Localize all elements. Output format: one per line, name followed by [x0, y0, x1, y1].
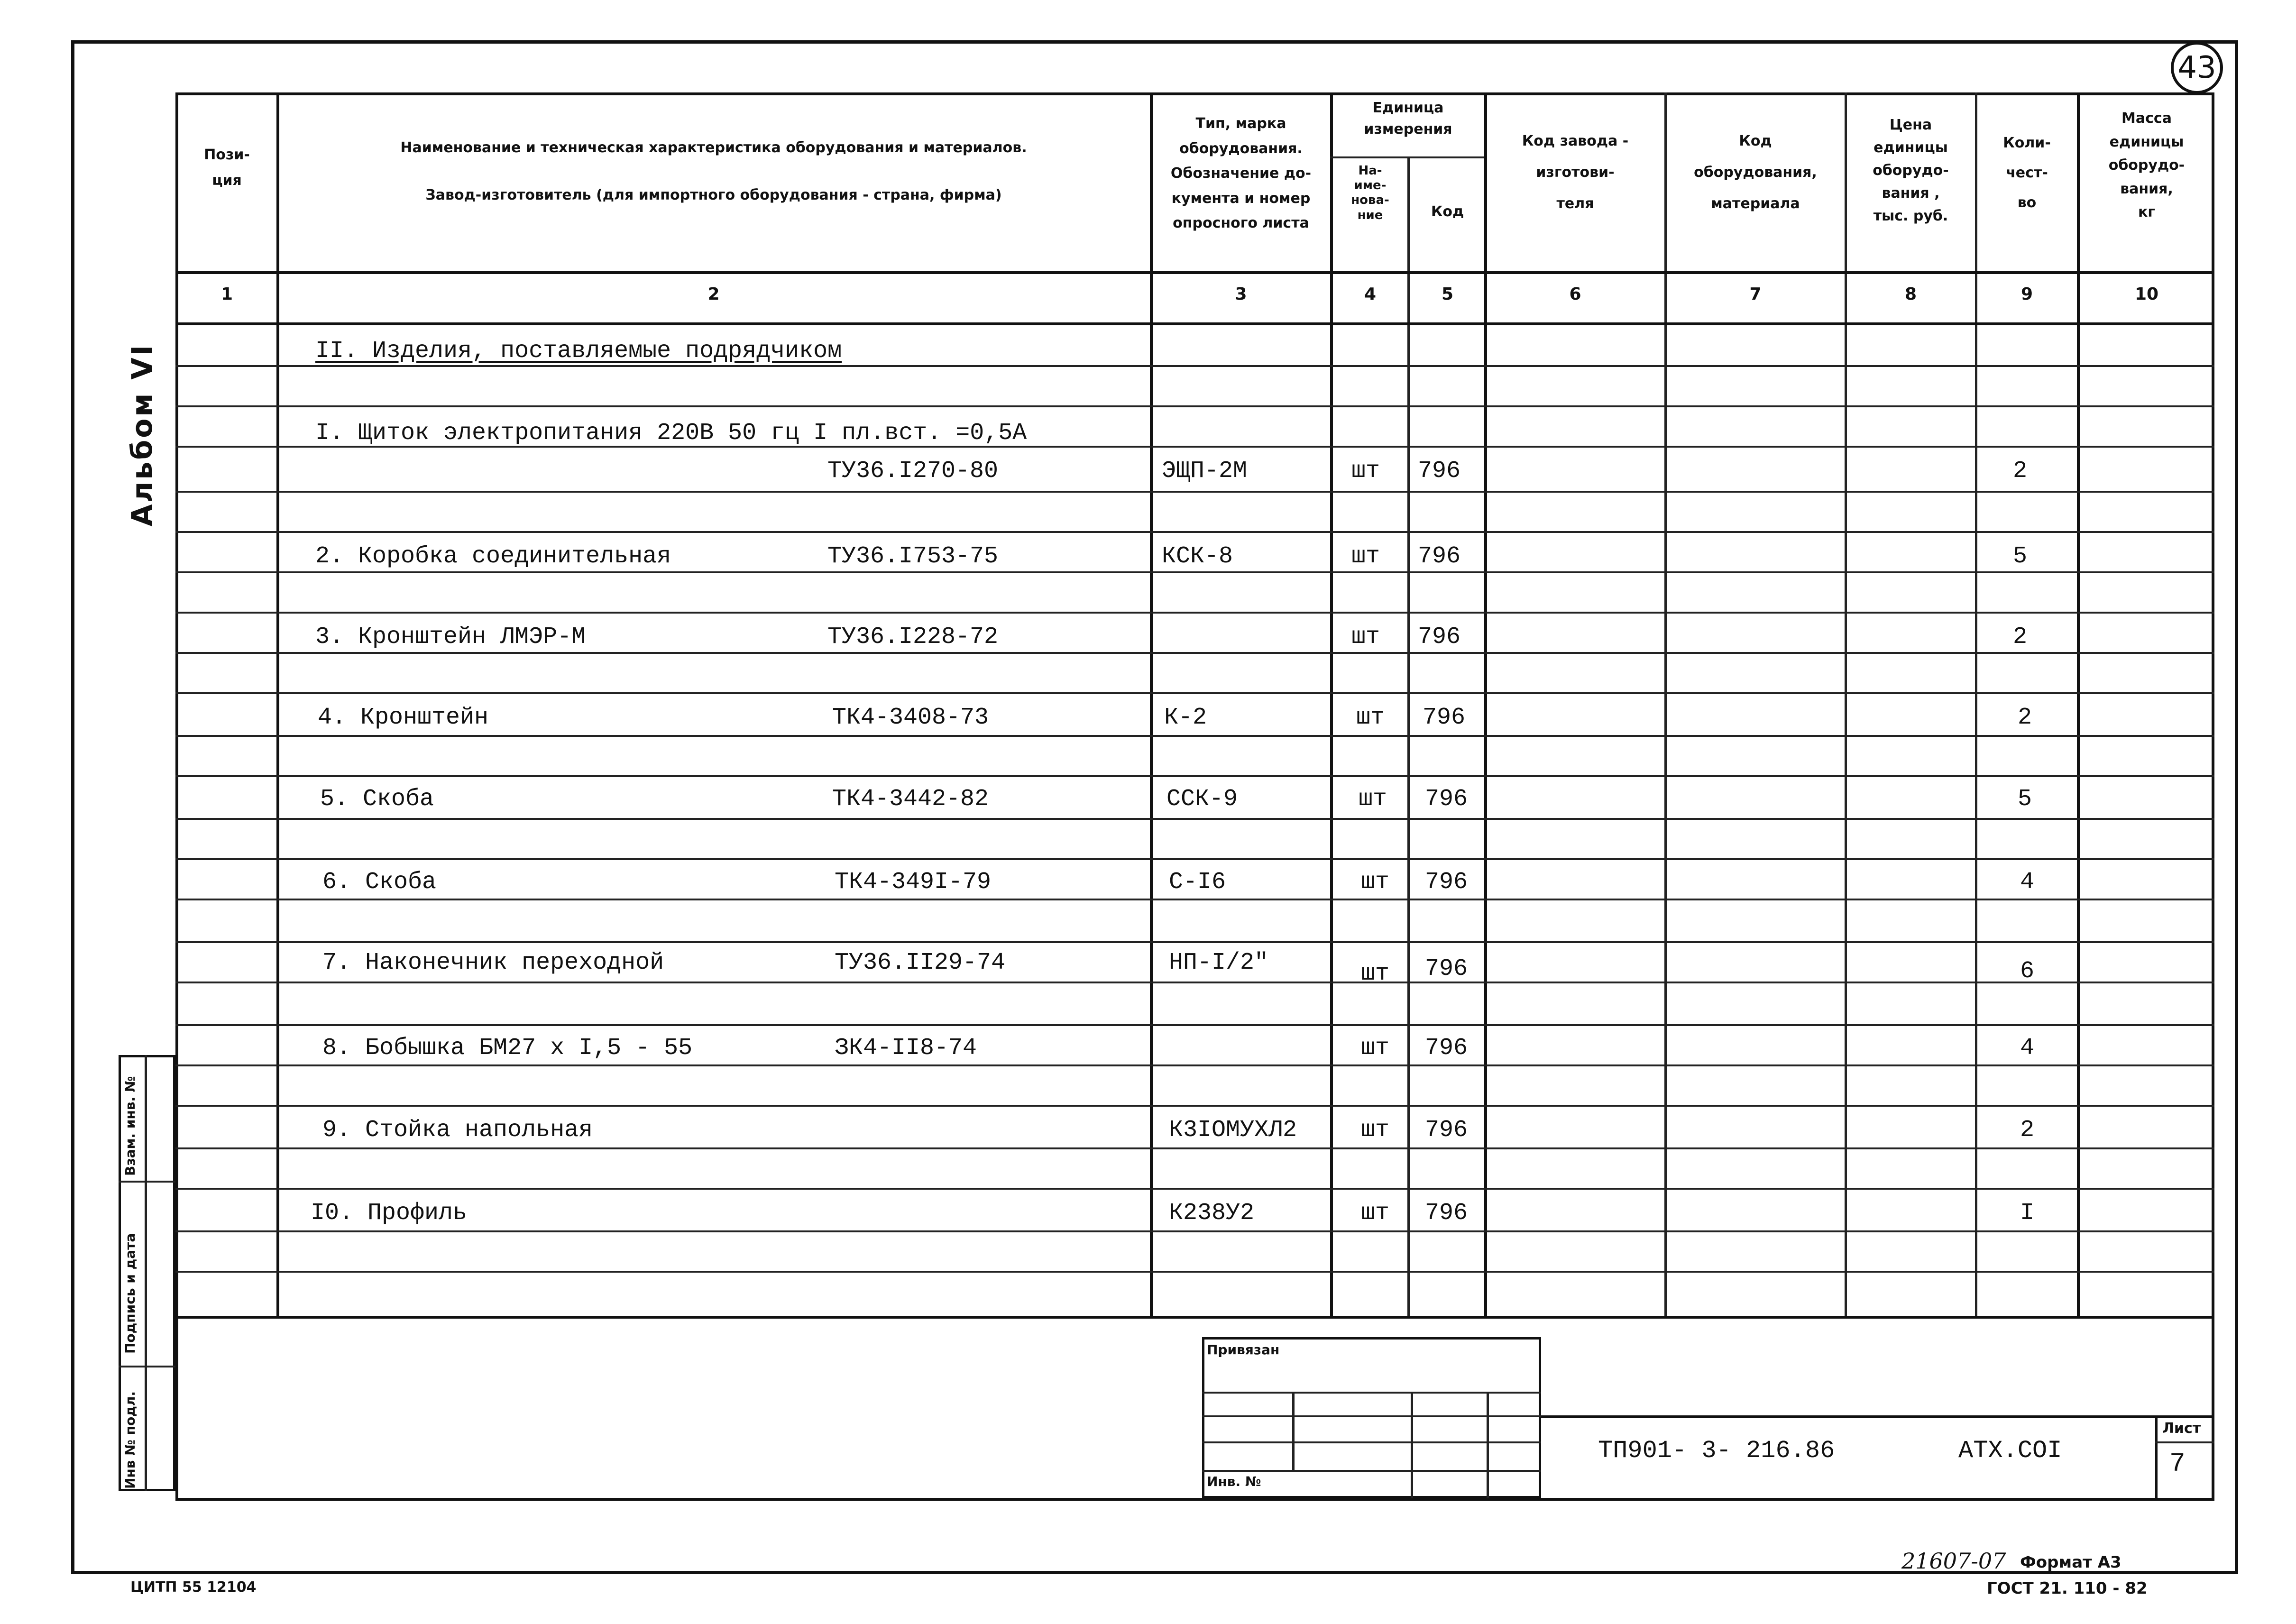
column-number: 6	[1569, 284, 1581, 304]
column-number: 7	[1749, 284, 1762, 304]
item-unit-code: 796	[1425, 869, 1468, 896]
row-divider	[175, 1271, 2214, 1273]
item-name: I0. Профиль	[311, 1200, 468, 1227]
album-label: Альбом VI	[126, 343, 159, 526]
header-price: Цена единицы оборудо- вания , тыс. руб.	[1873, 117, 1949, 224]
row-divider	[175, 1230, 2214, 1232]
item-unit: шт	[1351, 458, 1380, 485]
stamp-divider	[1202, 1392, 1541, 1394]
column-number: 10	[2134, 284, 2159, 304]
title-strip-top	[1541, 1415, 2214, 1418]
list-divider	[2155, 1441, 2214, 1443]
col-divider	[1975, 92, 1977, 1316]
item-unit: шт	[1361, 1035, 1390, 1062]
item-doc: ТУ36.II29-74	[835, 949, 1006, 976]
col-divider	[1845, 92, 1847, 1316]
item-qty: 2	[2020, 1117, 2035, 1144]
item-unit: шт	[1356, 704, 1385, 731]
stamp-vzam-inv: Взам. инв. №	[122, 1076, 138, 1176]
row-divider	[175, 692, 2214, 694]
item-unit: шт	[1361, 869, 1390, 896]
document-code: ТП901- 3- 216.86	[1598, 1437, 1835, 1465]
table-bottom	[175, 1316, 2214, 1319]
sheet-code: АТХ.СОI	[1958, 1437, 2062, 1465]
column-number: 8	[1904, 284, 1917, 304]
item-doc: ТУ36.I270-80	[827, 458, 999, 485]
item-unit-code: 796	[1423, 704, 1466, 731]
row-divider	[175, 652, 2214, 654]
list-label: Лист	[2162, 1420, 2201, 1437]
col-divider	[1664, 92, 1667, 1316]
item-type: ССК-9	[1166, 786, 1238, 813]
footer-order: 21607-07	[1901, 1548, 2006, 1574]
item-name: 5. Скоба	[320, 786, 434, 813]
item-qty: I	[2020, 1200, 2035, 1227]
stamp-divider	[1202, 1441, 1541, 1443]
item-unit-code: 796	[1425, 1035, 1468, 1062]
item-unit-code: 796	[1425, 1200, 1468, 1227]
col-divider	[1484, 92, 1487, 1316]
stamp-divider	[119, 1366, 175, 1367]
item-name: I. Щиток электропитания 220В 50 гц I пл.вст. =0,5А	[315, 420, 1027, 447]
item-qty: 4	[2020, 869, 2035, 896]
header-unit-code: Код	[1431, 203, 1464, 220]
col-divider	[2077, 92, 2080, 1316]
stamp-divider	[1487, 1392, 1489, 1498]
item-unit: шт	[1361, 1200, 1390, 1227]
item-name: 6. Скоба	[322, 869, 437, 896]
item-unit-code: 796	[1418, 458, 1461, 485]
item-type: ЭЩП-2М	[1162, 458, 1248, 485]
column-number: 5	[1441, 284, 1454, 304]
header-name-line1: Наименование и техническая характеристика оборудования и материалов.	[400, 139, 1027, 156]
row-divider	[175, 818, 2214, 820]
item-name: 3. Кронштейн ЛМЭР-М	[315, 624, 586, 651]
header-quantity: Коли- чест- во	[2003, 135, 2051, 211]
header-name-line2: Завод-изготовитель (для импортного оборудования - страна, фирма)	[425, 187, 1002, 203]
row-divider	[175, 899, 2214, 900]
row-divider	[175, 1147, 2214, 1149]
header-unit-group: Единица измерения	[1364, 100, 1452, 138]
stamp-divider	[119, 1181, 175, 1183]
row-divider	[175, 1188, 2214, 1190]
header-equipment-code: Код оборудования, материала	[1694, 133, 1817, 212]
stamp-podpis-data: Подпись и дата	[122, 1233, 138, 1354]
item-type: НП-I/2"	[1169, 949, 1269, 976]
row-divider	[175, 571, 2214, 573]
item-unit: шт	[1359, 786, 1387, 813]
privyazan-label: Привязан	[1207, 1342, 1280, 1358]
row-divider	[175, 1064, 2214, 1066]
stamp-inv-podl: Инв № подл.	[122, 1391, 138, 1489]
item-doc: ТК4-3442-82	[832, 786, 989, 813]
stamp-divider	[1202, 1470, 1541, 1472]
list-value: 7	[2169, 1449, 2186, 1479]
item-type: К3IОМУХЛ2	[1169, 1117, 1297, 1144]
column-number: 4	[1364, 284, 1377, 304]
item-unit: шт	[1351, 624, 1380, 651]
item-name: 2. Коробка соединительная	[315, 543, 671, 570]
item-unit: шт	[1361, 1117, 1390, 1144]
item-type: К-2	[1164, 704, 1207, 731]
footer-gost: ГОСТ 21. 110 - 82	[1987, 1579, 2148, 1598]
column-number: 9	[2020, 284, 2033, 304]
row-divider	[175, 531, 2214, 533]
header-divider	[175, 271, 2214, 274]
row-divider	[175, 858, 2214, 860]
item-name: 9. Стойка напольная	[322, 1117, 593, 1144]
stamp-divider	[1411, 1392, 1413, 1498]
item-doc: ТУ36.I228-72	[827, 624, 999, 651]
item-type: К238У2	[1169, 1200, 1255, 1227]
column-number: 1	[220, 284, 233, 304]
item-qty: 6	[2020, 958, 2035, 985]
row-divider	[175, 491, 2214, 493]
item-doc: ТУ36.I753-75	[827, 543, 999, 570]
item-name: 4. Кронштейн	[318, 704, 489, 731]
row-divider	[175, 1105, 2214, 1107]
row-divider	[175, 735, 2214, 737]
header-mass: Масса единицы оборудо- вания, кг	[2108, 110, 2185, 220]
item-type: КСК-8	[1162, 543, 1233, 570]
item-name: 7. Наконечник переходной	[322, 949, 664, 976]
footer-format: Формат А3	[2020, 1553, 2122, 1572]
stamp-divider	[145, 1055, 147, 1491]
item-type: С-I6	[1169, 869, 1226, 896]
footer-citp: ЦИТП 55 12104	[130, 1579, 257, 1596]
stamp-divider	[1202, 1415, 1541, 1417]
item-qty: 2	[2013, 624, 2028, 651]
row-divider	[1330, 156, 1484, 158]
header-position: Пози- ция	[204, 147, 250, 189]
item-qty: 2	[2013, 458, 2028, 485]
circled-sheet-number: 43	[2171, 42, 2223, 94]
column-number: 2	[707, 284, 720, 304]
item-doc: ТК4-3408-73	[832, 704, 989, 731]
row-divider	[175, 365, 2214, 367]
item-qty: 2	[2018, 704, 2032, 731]
item-unit: шт	[1361, 960, 1390, 987]
col-divider	[1150, 92, 1153, 1316]
row-divider	[175, 405, 2214, 407]
item-unit-code: 796	[1418, 543, 1461, 570]
col-divider	[1330, 92, 1333, 1316]
item-name: 8. Бобышка БМ27 х I,5 - 55	[322, 1035, 693, 1062]
item-unit-code: 796	[1425, 955, 1468, 982]
item-unit-code: 796	[1425, 786, 1468, 813]
item-qty: 5	[2018, 786, 2032, 813]
item-unit: шт	[1351, 543, 1380, 570]
header-type: Тип, марка оборудования. Обозначение до- кумента и номер опросного листа	[1170, 115, 1312, 231]
row-divider	[175, 775, 2214, 777]
col-divider	[276, 92, 279, 1316]
section-title: II. Изделия, поставляемые подрядчиком	[315, 338, 842, 365]
item-qty: 4	[2020, 1035, 2035, 1062]
item-unit-code: 796	[1425, 1117, 1468, 1144]
colnum-divider	[175, 322, 2214, 325]
inv-no-label: Инв. №	[1207, 1474, 1261, 1489]
row-divider	[175, 941, 2214, 943]
header-unit-name: На- име- нова- ние	[1351, 164, 1389, 222]
item-qty: 5	[2013, 543, 2028, 570]
item-unit-code: 796	[1418, 624, 1461, 651]
row-divider	[175, 1024, 2214, 1026]
stamp-divider	[1292, 1392, 1295, 1470]
row-divider	[175, 612, 2214, 614]
row-divider	[175, 982, 2214, 983]
header-factory-code: Код завода - изготови- теля	[1522, 133, 1629, 212]
column-number: 3	[1235, 284, 1247, 304]
item-doc: ЗК4-II8-74	[835, 1035, 977, 1062]
item-doc: ТК4-349I-79	[835, 869, 992, 896]
